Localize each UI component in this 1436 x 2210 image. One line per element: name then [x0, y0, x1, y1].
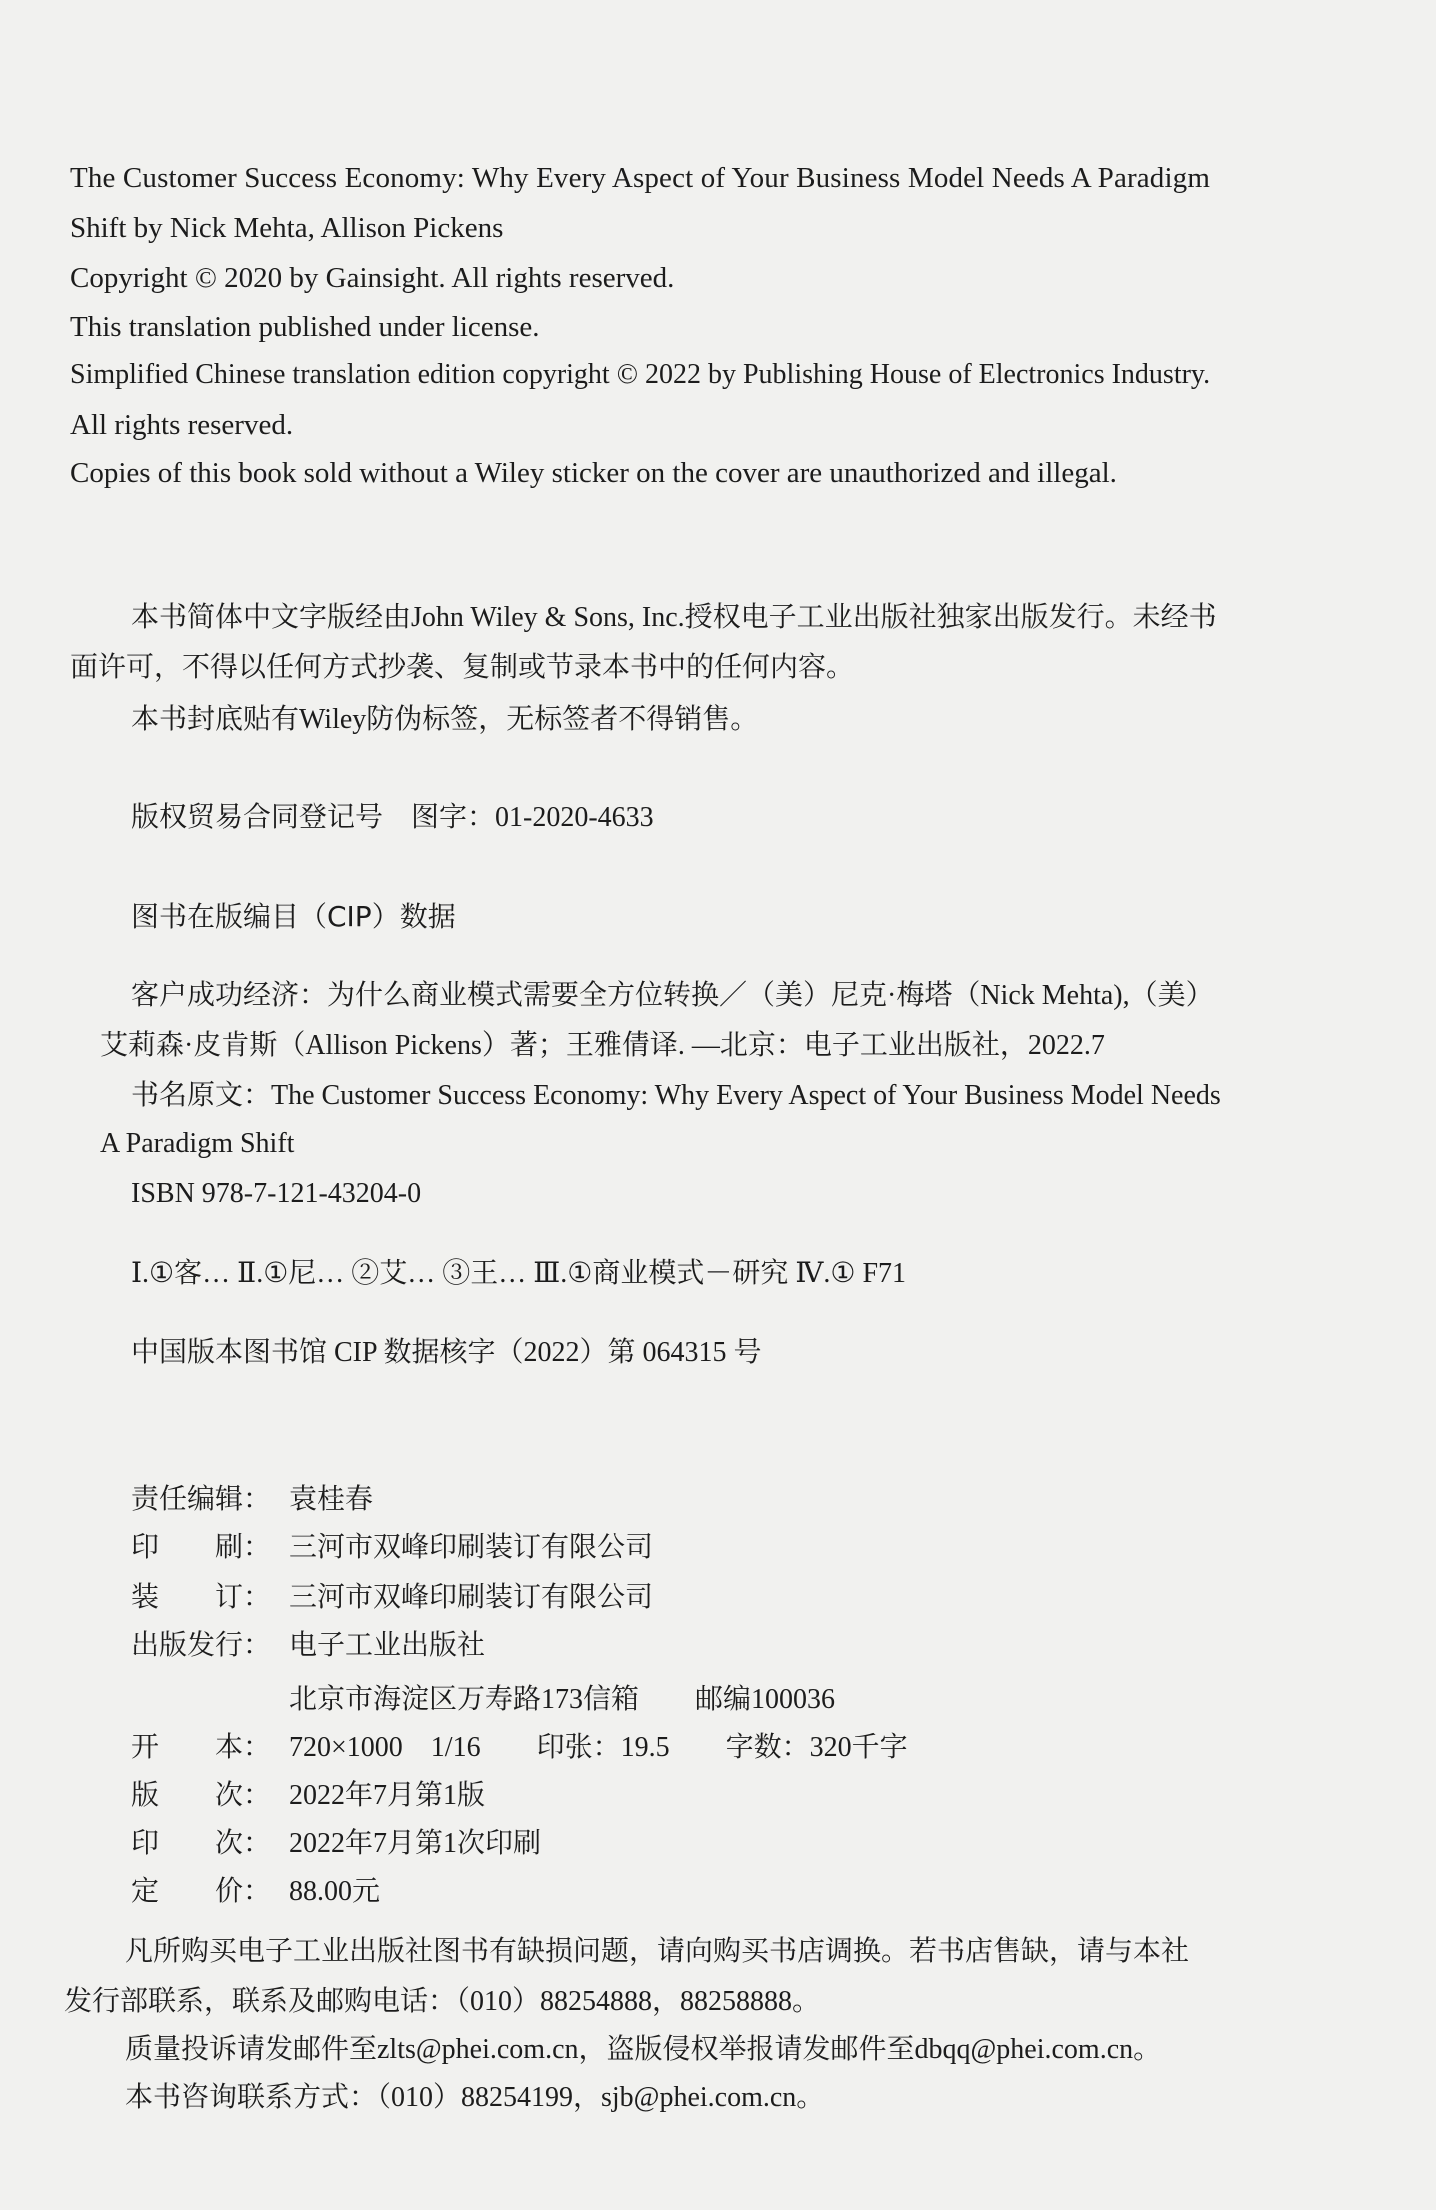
colophon-value: 2022年7月第1版 — [289, 1780, 486, 1811]
cip-record-number: 中国版本图书馆 CIP 数据核字（2022）第 064315 号 — [131, 1337, 762, 1368]
colophon-row-address — [131, 1680, 835, 1720]
colophon-row-price — [131, 1872, 380, 1912]
english-line-3: Copyright © 2020 by Gainsight. All rights reserved. — [70, 262, 675, 294]
english-line-7: Copies of this book sold without a Wiley sticker on the cover are unauthorized and illegal. — [70, 457, 1117, 489]
colophon-label: 版 次： — [131, 1780, 272, 1811]
colophon-label: 装 订： — [131, 1582, 272, 1613]
colophon-row-editor — [131, 1480, 373, 1520]
colophon-row-impression — [131, 1824, 541, 1864]
footer-notice-line-4: 本书咨询联系方式：（010）88254199，sjb@phei.com.cn。 — [125, 2082, 825, 2113]
colophon-value: 88.00元 — [289, 1876, 381, 1907]
colophon-label: 印 次： — [131, 1828, 272, 1859]
colophon-row-edition — [131, 1776, 485, 1816]
chinese-notice-line-2: 面许可，不得以任何方式抄袭、复制或节录本书中的任何内容。 — [70, 652, 855, 683]
colophon-label: 定 价： — [131, 1876, 272, 1907]
english-line-4: This translation published under license. — [70, 311, 540, 343]
colophon-value: 720×1000 1/16 印张：19.5 字数：320千字 — [289, 1732, 908, 1763]
cip-heading: 图书在版编目（CIP）数据 — [131, 900, 456, 933]
copyright-registration: 版权贸易合同登记号 图字：01-2020-4633 — [131, 802, 654, 833]
cip-line-1: 客户成功经济：为什么商业模式需要全方位转换／（美）尼克·梅塔（Nick Mehta),（美） — [131, 980, 1214, 1011]
colophon-value: 电子工业出版社 — [289, 1630, 486, 1661]
colophon-row-publisher — [131, 1626, 485, 1666]
colophon-value: 北京市海淀区万寿路173信箱 邮编100036 — [289, 1684, 836, 1715]
cip-line-4: A Paradigm Shift — [100, 1128, 295, 1159]
colophon-label: 责任编辑： — [131, 1484, 272, 1515]
colophon-label: 开 本： — [131, 1732, 272, 1763]
footer-notice-line-3: 质量投诉请发邮件至zlts@phei.com.cn，盗版侵权举报请发邮件至dbqq@phei.com.cn。 — [125, 2034, 1162, 2065]
chinese-notice-line-3: 本书封底贴有Wiley防伪标签，无标签者不得销售。 — [131, 704, 759, 735]
colophon-row-binding — [131, 1578, 653, 1618]
english-line-1: The Customer Success Economy: Why Every Aspect of Your Business Model Needs A Paradigm — [70, 162, 1211, 194]
english-line-5: Simplified Chinese translation edition copyright © 2022 by Publishing House of Electronics Industry. — [70, 359, 1211, 390]
english-line-6: All rights reserved. — [70, 409, 294, 441]
colophon-value: 三河市双峰印刷装订有限公司 — [289, 1532, 654, 1563]
cip-line-2: 艾莉森·皮肯斯（Allison Pickens）著；王雅倩译. —北京：电子工业出版社，2022.7 — [100, 1030, 1105, 1061]
chinese-notice-line-1: 本书简体中文字版经由John Wiley & Sons, Inc.授权电子工业出版社独家出版发行。未经书 — [131, 602, 1217, 633]
colophon-value: 2022年7月第1次印刷 — [289, 1828, 542, 1859]
footer-notice-line-2: 发行部联系，联系及邮购电话：（010）88254888，88258888。 — [64, 1986, 821, 2017]
cip-isbn: ISBN 978-7-121-43204-0 — [131, 1178, 422, 1209]
colophon-row-printing — [131, 1528, 653, 1568]
colophon-row-format — [131, 1728, 908, 1768]
colophon-label: 印 刷： — [131, 1532, 272, 1563]
colophon-value: 三河市双峰印刷装订有限公司 — [289, 1582, 654, 1613]
cip-line-3: 书名原文：The Customer Success Economy: Why Every Aspect of Your Business Model Needs — [131, 1080, 1221, 1111]
cip-classification: Ⅰ.①客… Ⅱ.①尼… ②艾… ③王… Ⅲ.①商业模式－研究 Ⅳ.① F71 — [131, 1258, 907, 1289]
colophon-value: 袁桂春 — [289, 1484, 374, 1515]
footer-notice-line-1: 凡所购买电子工业出版社图书有缺损问题，请向购买书店调换。若书店售缺，请与本社 — [125, 1936, 1190, 1967]
colophon-label: 出版发行： — [131, 1630, 272, 1661]
english-line-2: Shift by Nick Mehta, Allison Pickens — [70, 212, 504, 244]
